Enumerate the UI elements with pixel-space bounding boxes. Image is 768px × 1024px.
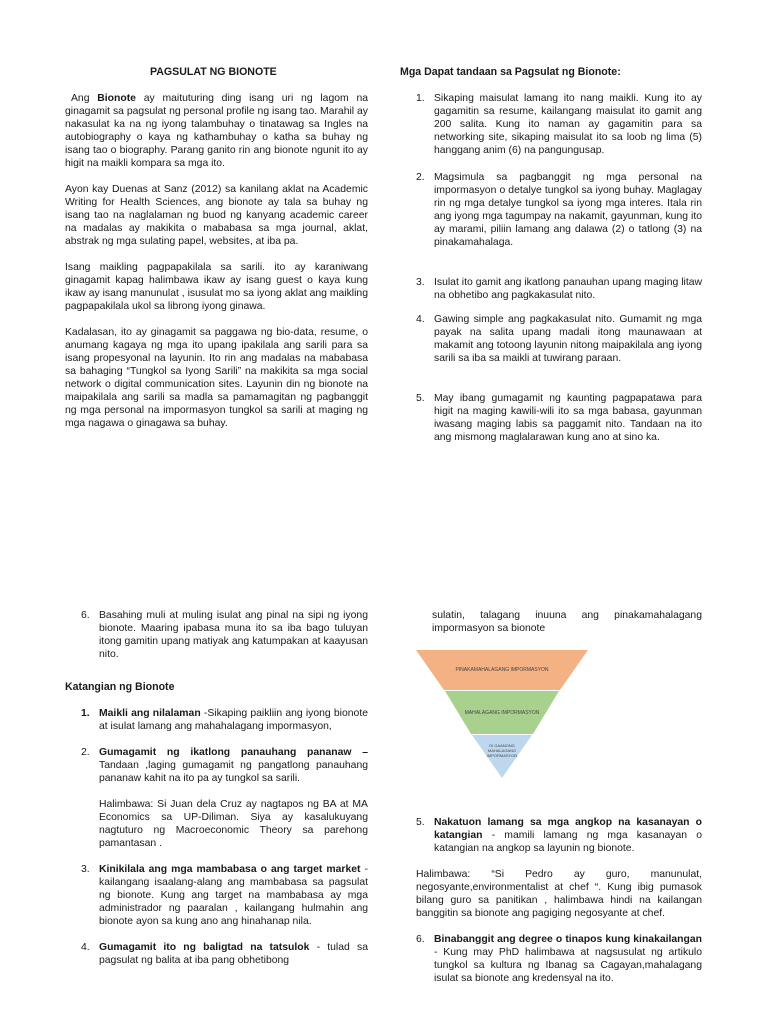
tips-list — [400, 92, 702, 444]
katangian-item — [416, 816, 702, 855]
katangian-number: 5. — [416, 817, 425, 828]
paragraph-intro — [65, 92, 368, 170]
tip-text: Gawing simple ang pagkakasulat nito. Gumamit ng mga payak na salita upang madali itong maunawaan at makamit ang totoong layunin nitong maipakilala ang iyong sarili sa iba sa maikli at tuwirang paraan. — [434, 314, 702, 364]
pyramid-bot-label-3: IMPORMASYON — [486, 753, 518, 758]
katangian-item — [81, 863, 368, 928]
paragraph-maikling-pagpapakilala: Isang maikling pagpapakilala sa sarili. ito ay karaniwang ginagamit kapag halimbawa ikaw ay isang guest o kaya kung ikaw ay isang manunulat , isusulat mo sa iyong aklat ang maikling pagpapakilala ukol sa librong iyong ginawa. — [65, 262, 368, 312]
tip-number: 1. — [416, 93, 425, 104]
tip-text: May ibang gumagamit ng kaunting pagpapatawa para higit na maging kawili-wili ito sa mga babasa, gayunman iwasang maging labis sa paggamit nito. Tandaan na ito ang mismong maglalarawan kung ano at sino ka. — [434, 393, 702, 443]
paragraph-kadalasan: Kadalasan, ito ay ginagamit sa paggawa ng bio-data, resume, o anumang kagaya ng mga ito upang ipakilala ang sarili para sa isang propesyonal na layunin. Ito rin ang madalas na mababasa sa bahaging “Tungkol sa Iyong Sarili” na makikita sa mga social network o digital communication sites. Layunin din ng bionote na maipakilala ang sarili sa madla sa pamamagitan ng pagbanggit ng mga personal na impormasyon tungkol sa sarili at maging ng mga nagawa o ginagawa sa buhay. — [65, 327, 368, 429]
tip-item — [416, 276, 702, 302]
katangian-number: 4. — [81, 942, 90, 953]
right-bottom-section — [416, 609, 702, 635]
pyramid-top-label: PINAKAMAHALAGANG IMPORMASYON — [455, 667, 549, 673]
katangian-list-continued-2 — [416, 933, 702, 985]
tip-number: 6. — [81, 610, 90, 621]
pyramid-bot-label-1: DI GAANONG — [489, 743, 515, 748]
tip-number: 5. — [416, 393, 425, 404]
tip-text: Sikaping maisulat lamang ito nang maikli. Kung ito ay gagamitin sa resume, kailangang maisulat ito gamit ang 200 salita. Kung ito naman ay gagamitin para sa networking site, sikaping maisulat ito sa loob ng lima (5) hanggang anim (6) na pangungusap. — [434, 93, 702, 156]
katangian-heading: Gumagamit ito ng baligtad na tatsulok — [99, 942, 310, 953]
katangian-item — [81, 941, 368, 967]
tip-text: Magsimula sa pagbanggit ng mga personal na impormasyon o detalye tungkol sa iyong buhay. Maglagay rin ng mga detalye tungkol sa iyong mga interes. Itala rin ang iyong mga tagumpay na nakamit, gayunman, kung ito ay marami, piliin lamang ang dalawa (2) o tatlong (3) na pinakamahalaga. — [434, 172, 702, 248]
katangian-heading: Gumagamit ng ikatlong panauhang pananaw – — [99, 747, 368, 758]
katangian-item — [81, 746, 368, 850]
katangian-number: 6. — [416, 934, 425, 945]
katangian-example: Halimbawa: Si Juan dela Cruz ay nagtapos ng BA at MA Economics sa UP-Diliman. Siya ay kasalukuyang nagtuturo ng Macroeconomic Theory sa parehong pamantasan . — [99, 799, 368, 849]
tip-number: 4. — [416, 314, 425, 325]
katangian-list-continued — [416, 816, 702, 855]
tip-item — [416, 313, 702, 365]
pyramid-mid-label: MAHALAGANG IMPORMASYON — [464, 710, 540, 716]
document-title: PAGSULAT NG BIONOTE — [150, 66, 277, 78]
katangian-text: - Kung may PhD halimbawa at nagsusulat ng artikulo tungkol sa kultura ng Ibanag sa Cagayan,mahalagang isulat sa bionote ang kredensyal na ito. — [434, 947, 702, 984]
katangian-item — [416, 933, 702, 985]
katangian-text: - mamili lamang ng mga kasanayan o katangian na angkop sa layunin ng bionote. — [434, 830, 702, 854]
katangian-text: Tandaan ,laging gumagamit ng pangatlong panauhang pananaw kahit na ito pa ay tungkol sa sarili. — [99, 760, 368, 784]
right-bottom-list-section — [416, 816, 702, 985]
tip-item — [416, 392, 702, 444]
katangian-text: - tulad sa pagsulat ng balita at iba pang obhetibong — [99, 942, 368, 966]
tip-text: Basahing muli at muling isulat ang pinal na sipi ng iyong bionote. Maaring ipabasa muna ito sa iba bago tuluyan itong gamitin upang matiyak ang katumpakan at kaayusan nito. — [99, 610, 368, 660]
katangian-item — [81, 707, 368, 733]
katangian-heading: Kinikilala ang mga mambabasa o ang target market — [99, 864, 361, 875]
tip-text: Isulat ito gamit ang ikatlong panauhan upang maging litaw na obhetibo ang pagkakasulat nito. — [434, 277, 702, 301]
katangian-number: 3. — [81, 864, 90, 875]
tips-list-continued — [65, 609, 368, 661]
left-bottom-section — [65, 609, 368, 967]
left-top-section — [65, 66, 368, 430]
tip-number: 3. — [416, 277, 425, 288]
pyramid-bot-label-2: MAHALAGANG — [487, 748, 517, 753]
continuation-text: sulatin, talagang inuuna ang pinakamahalagang impormasyon sa bionote — [432, 610, 702, 634]
intro-text: ay maituturing ding isang uri ng lagom na ginagamit sa pagsulat ng personal profile ng isang tao. Marahil ay nakasulat ka na ng iyong talambuhay o tinatawag sa Ingles na autobiography o kaya ng kathambuhay o katha sa buhay ng isang tao o biography. Parang ganito rin ang bionote ngunit ito ay higit na maikli kompara sa mga ito. — [65, 93, 369, 169]
katangian-number: 1. — [81, 708, 90, 719]
katangian-heading: Binabanggit ang degree o tinapos kung kinakailangan — [434, 934, 702, 945]
katangian-heading: Nakatuon lamang sa mga angkop na kasanayan o katangian — [434, 817, 702, 841]
tips-title: Mga Dapat tandaan sa Pagsulat ng Bionote: — [400, 66, 621, 78]
intro-bold-bionote: Bionote — [97, 93, 136, 104]
right-top-section — [400, 66, 702, 444]
katangian-list — [65, 707, 368, 967]
katangian-text: -Sikaping paikliin ang iyong bionote at isulat lamang ang mahahalagang impormasyon, — [99, 708, 368, 732]
inverted-triangle-diagram — [412, 648, 592, 778]
tip-number: 2. — [416, 172, 425, 183]
tip-item — [81, 609, 368, 661]
katangian-example: Halimbawa: “Si Pedro ay guro, manunulat, negosyante,environmentalist at chef “. Kung ibig pumasok bilang guro sa panitikan , halimbawa hindi na kailangan banggitin sa bionote ang pagiging negosyante at chef. — [416, 869, 702, 919]
katangian-text: - kailangang isaalang-alang ang mambabasa sa pagsulat ng bionote. Kung ang target na mambabasa ay mga administrador ng paaralan , kailangang hulmahin ang bionote ayon sa kung ano ang hinahanap nila. — [99, 864, 368, 927]
intro-prefix: Ang — [71, 93, 98, 104]
tip-item — [416, 92, 702, 157]
section-title-katangian: Katangian ng Bionote — [65, 681, 175, 693]
katangian-number: 2. — [81, 747, 90, 758]
paragraph-duenas-sanz: Ayon kay Duenas at Sanz (2012) sa kanilang aklat na Academic Writing for Health Sciences, ang bionote ay tala sa buhay ng isang tao na naglalaman ng buod ng kanyang academic career na madalas ay makikita o mababasa sa mga journal, aklat, abstrak ng mga sulating papel, websites, at iba pa. — [65, 184, 368, 247]
katangian-heading: Maikli ang nilalaman — [99, 708, 201, 719]
tip-item — [416, 171, 702, 249]
